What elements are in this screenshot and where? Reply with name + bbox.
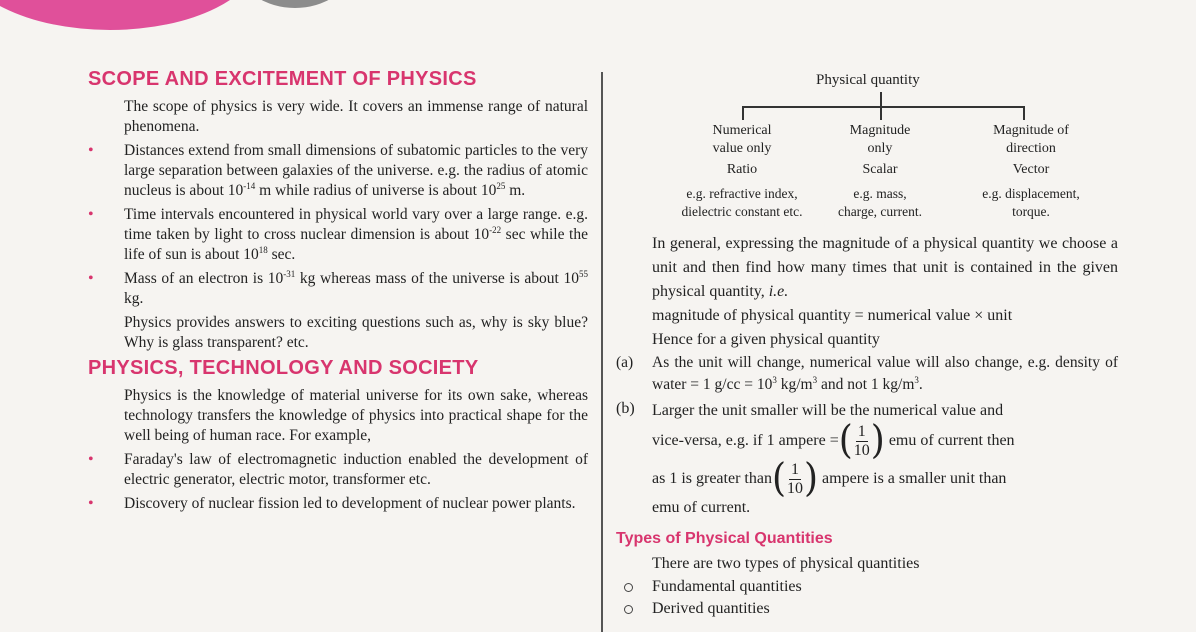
bullet-icon: • [88, 142, 94, 159]
tree-connector [742, 106, 1024, 108]
bullet-icon: • [88, 451, 94, 468]
bullet-icon: • [88, 495, 94, 512]
types-heading: Types of Physical Quantities [616, 530, 833, 547]
point-a: (a) As the unit will change, numerical value will also change, e.g. density of water = 1 $g/cc = 10^3$ $kg/m^3$ and not 1 $kg/m^3$. [616, 354, 1118, 393]
types-intro: There are two types of physical quantities [652, 555, 920, 572]
decorative-grey-shape [240, 0, 350, 8]
column-divider [601, 72, 603, 632]
tree-node-scalar: Magnitude only Scalar e.g. mass, charge, current. [837, 123, 923, 219]
circle-bullet-icon [624, 605, 633, 614]
tree-connector [880, 106, 882, 120]
technology-paragraph: Physics is the knowledge of material universe for its own sake, whereas technology transfers the knowledge of physics into practical shape for the well being of human race. For example, [124, 387, 588, 444]
tree-connector [742, 106, 744, 120]
heading-technology: PHYSICS, TECHNOLOGY AND SOCIETY [88, 357, 479, 379]
point-b: (b) Larger the unit smaller will be the numerical value and vice-versa, e.g. if 1 ampere = ( $\frac{1}{10}$ ) emu of current then as 1 is greater than ( $\frac{1}{10}$ ) ampere is a smaller unit than emu of current. [616, 400, 1015, 516]
tree-node-numerical: Numerical value only Ratio e.g. refractive index, dielectric constant etc. [681, 123, 803, 219]
tree-node-vector: Magnitude of direction Vector e.g. displacement, torque. [982, 123, 1080, 219]
bullet-faraday: • Faraday's law of electromagnetic induction enabled the development of electric generator, electric motor, transformer etc. [88, 451, 588, 488]
quantity-tree-diagram [616, 64, 1118, 224]
fraction-one-tenth: ( $\frac{1}{10}$ ) [838, 417, 885, 463]
bullet-distances: • Distances extend from small dimensions of subatomic particles to the very large separation between galaxies of the universe. e.g. the radius of atomic nucleus is about $10^{-14}$ m while radius of universe is about $10^{25}$ m. [88, 142, 588, 199]
heading-scope: SCOPE AND EXCITEMENT OF PHYSICS [88, 68, 477, 90]
tree-connector [880, 92, 882, 106]
bullet-fission: • Discovery of nuclear fission led to development of nuclear power plants. [88, 495, 576, 512]
bullet-icon: • [88, 270, 94, 287]
right-column [616, 64, 1118, 620]
formula-line: magnitude of physical quantity = numerical value × unit [652, 307, 1013, 324]
circle-bullet-icon [624, 583, 633, 592]
fraction-one-tenth: ( $\frac{1}{10}$ ) [771, 455, 819, 501]
bullet-time: • Time intervals encountered in physical world vary over a large range. e.g. time taken by light to cross nuclear dimension is about $10^{-22}$ sec while the life of sun is about $10^{18}$ sec. [88, 206, 588, 263]
type-item-derived: Derived quantities [616, 598, 1118, 620]
decorative-pink-shape [0, 0, 260, 30]
left-column [88, 64, 588, 514]
intro-paragraph: The scope of physics is very wide. It covers an immense range of natural phenomena. [124, 98, 588, 135]
bullet-mass: • Mass of an electron is $10^{-31}$ kg whereas mass of the universe is about $10^{55}$ kg. [88, 268, 588, 307]
tree-connector [1023, 106, 1025, 120]
bullet-icon: • [88, 206, 94, 223]
type-item-fundamental: Fundamental quantities [616, 576, 1118, 598]
tree-root: Physical quantity [816, 72, 920, 88]
hence-line: Hence for a given physical quantity [652, 331, 880, 348]
magnitude-paragraph: In general, expressing the magnitude of a physical quantity we choose a unit and then find how many times that unit is contained in the given physical quantity, i.e. [652, 235, 1118, 300]
questions-paragraph: Physics provides answers to exciting questions such as, why is sky blue? Why is glass transparent? etc. [124, 314, 588, 351]
